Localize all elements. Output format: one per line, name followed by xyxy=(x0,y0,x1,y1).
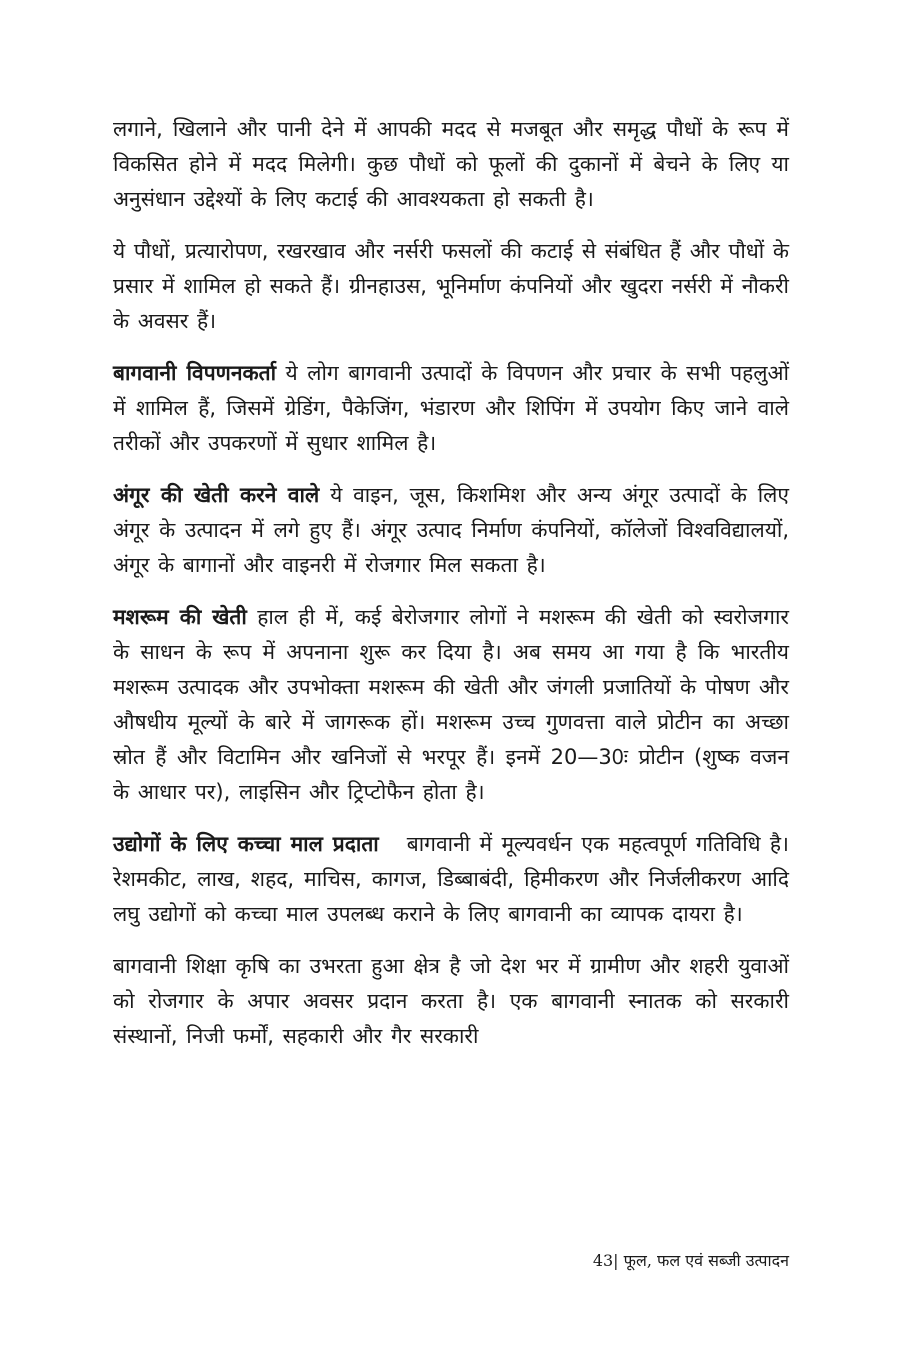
book-title: फूल, फल एवं सब्जी उत्पादन xyxy=(623,1251,789,1270)
paragraph-heading: उद्योगों के लिए कच्चा माल प्रदाता xyxy=(113,832,379,856)
paragraph-horticulture-education xyxy=(113,949,789,1054)
page-footer xyxy=(113,1251,789,1271)
paragraph-nursery-workers xyxy=(113,234,789,339)
paragraph-heading: अंगूर की खेती करने वाले xyxy=(113,483,320,507)
paragraph-heading: बागवानी विपणनकर्ता xyxy=(113,361,277,385)
paragraph-text: ये लोग बागवानी उत्पादों के विपणन और प्रचार के सभी पहलुओं में शामिल हैं, जिसमें ग्रेडिंग, पैकेजिंग, भंडारण और शिपिंग में उपयोग किए जाने वाले तरीकों और उपकरणों में सुधार शामिल है। xyxy=(113,361,789,455)
footer-separator: | xyxy=(613,1251,619,1270)
paragraph-heading: मशरूम की खेती xyxy=(113,605,247,629)
paragraph-grape-growers xyxy=(113,478,789,583)
paragraph-raw-material-provider xyxy=(113,827,789,932)
paragraph-text: बागवानी शिक्षा कृषि का उभरता हुआ क्षेत्र है जो देश भर में ग्रामीण और शहरी युवाओं को रोजगार के अपार अवसर प्रदान करता है। एक बागवानी स्नातक को सरकारी संस्थानों, निजी फर्मों, सहकारी और गैर सरकारी xyxy=(113,954,789,1048)
paragraph-continued xyxy=(113,112,789,217)
page-number: 43 xyxy=(592,1251,614,1270)
paragraph-horticulture-marketers xyxy=(113,356,789,461)
paragraph-mushroom-farming xyxy=(113,600,789,810)
paragraph-text: ये पौधों, प्रत्यारोपण, रखरखाव और नर्सरी फसलों की कटाई से संबंधित हैं और पौधों के प्रसार में शामिल हो सकते हैं। ग्रीनहाउस, भूनिर्माण कंपनियों और खुदरा नर्सरी में नौकरी के अवसर हैं। xyxy=(113,239,789,333)
page-body xyxy=(113,112,789,1071)
paragraph-text: ये वाइन, जूस, किशमिश और अन्य अंगूर उत्पादों के लिए अंगूर के उत्पादन में लगे हुए हैं। अंगूर उत्पाद निर्माण कंपनियों, कॉलेजों विश्वविद्यालयों, अंगूर के बागानों और वाइनरी में रोजगार मिल सकता है। xyxy=(113,483,789,577)
paragraph-text: लगाने, खिलाने और पानी देने में आपकी मदद से मजबूत और समृद्ध पौधों के रूप में विकसित होने में मदद मिलेगी। कुछ पौधों को फूलों की दुकानों में बेचने के लिए या अनुसंधान उद्देश्यों के लिए कटाई की आवश्यकता हो सकती है। xyxy=(113,117,789,211)
paragraph-text: बागवानी में मूल्यवर्धन एक महत्वपूर्ण गतिविधि है। रेशमकीट, लाख, शहद, माचिस, कागज, डिब्बाबंदी, हिमीकरण और निर्जलीकरण आदि लघु उद्योगों को कच्चा माल उपलब्ध कराने के लिए बागवानी का व्यापक दायरा है। xyxy=(113,832,789,926)
paragraph-text: हाल ही में, कई बेरोजगार लोगों ने मशरूम की खेती को स्वरोजगार के साधन के रूप में अपनाना शुरू कर दिया है। अब समय आ गया है कि भारतीय मशरूम उत्पादक और उपभोक्ता मशरूम की खेती और जंगली प्रजातियों के पोषण और औषधीय मूल्यों के बारे में जागरूक हों। मशरूम उच्च गुणवत्ता वाले प्रोटीन का अच्छा स्रोत हैं और विटामिन और खनिजों से भरपूर हैं। इनमें 20—30ः प्रोटीन (शुष्क वजन के आधार पर), लाइसिन और ट्रिप्टोफैन होता है। xyxy=(113,605,789,804)
